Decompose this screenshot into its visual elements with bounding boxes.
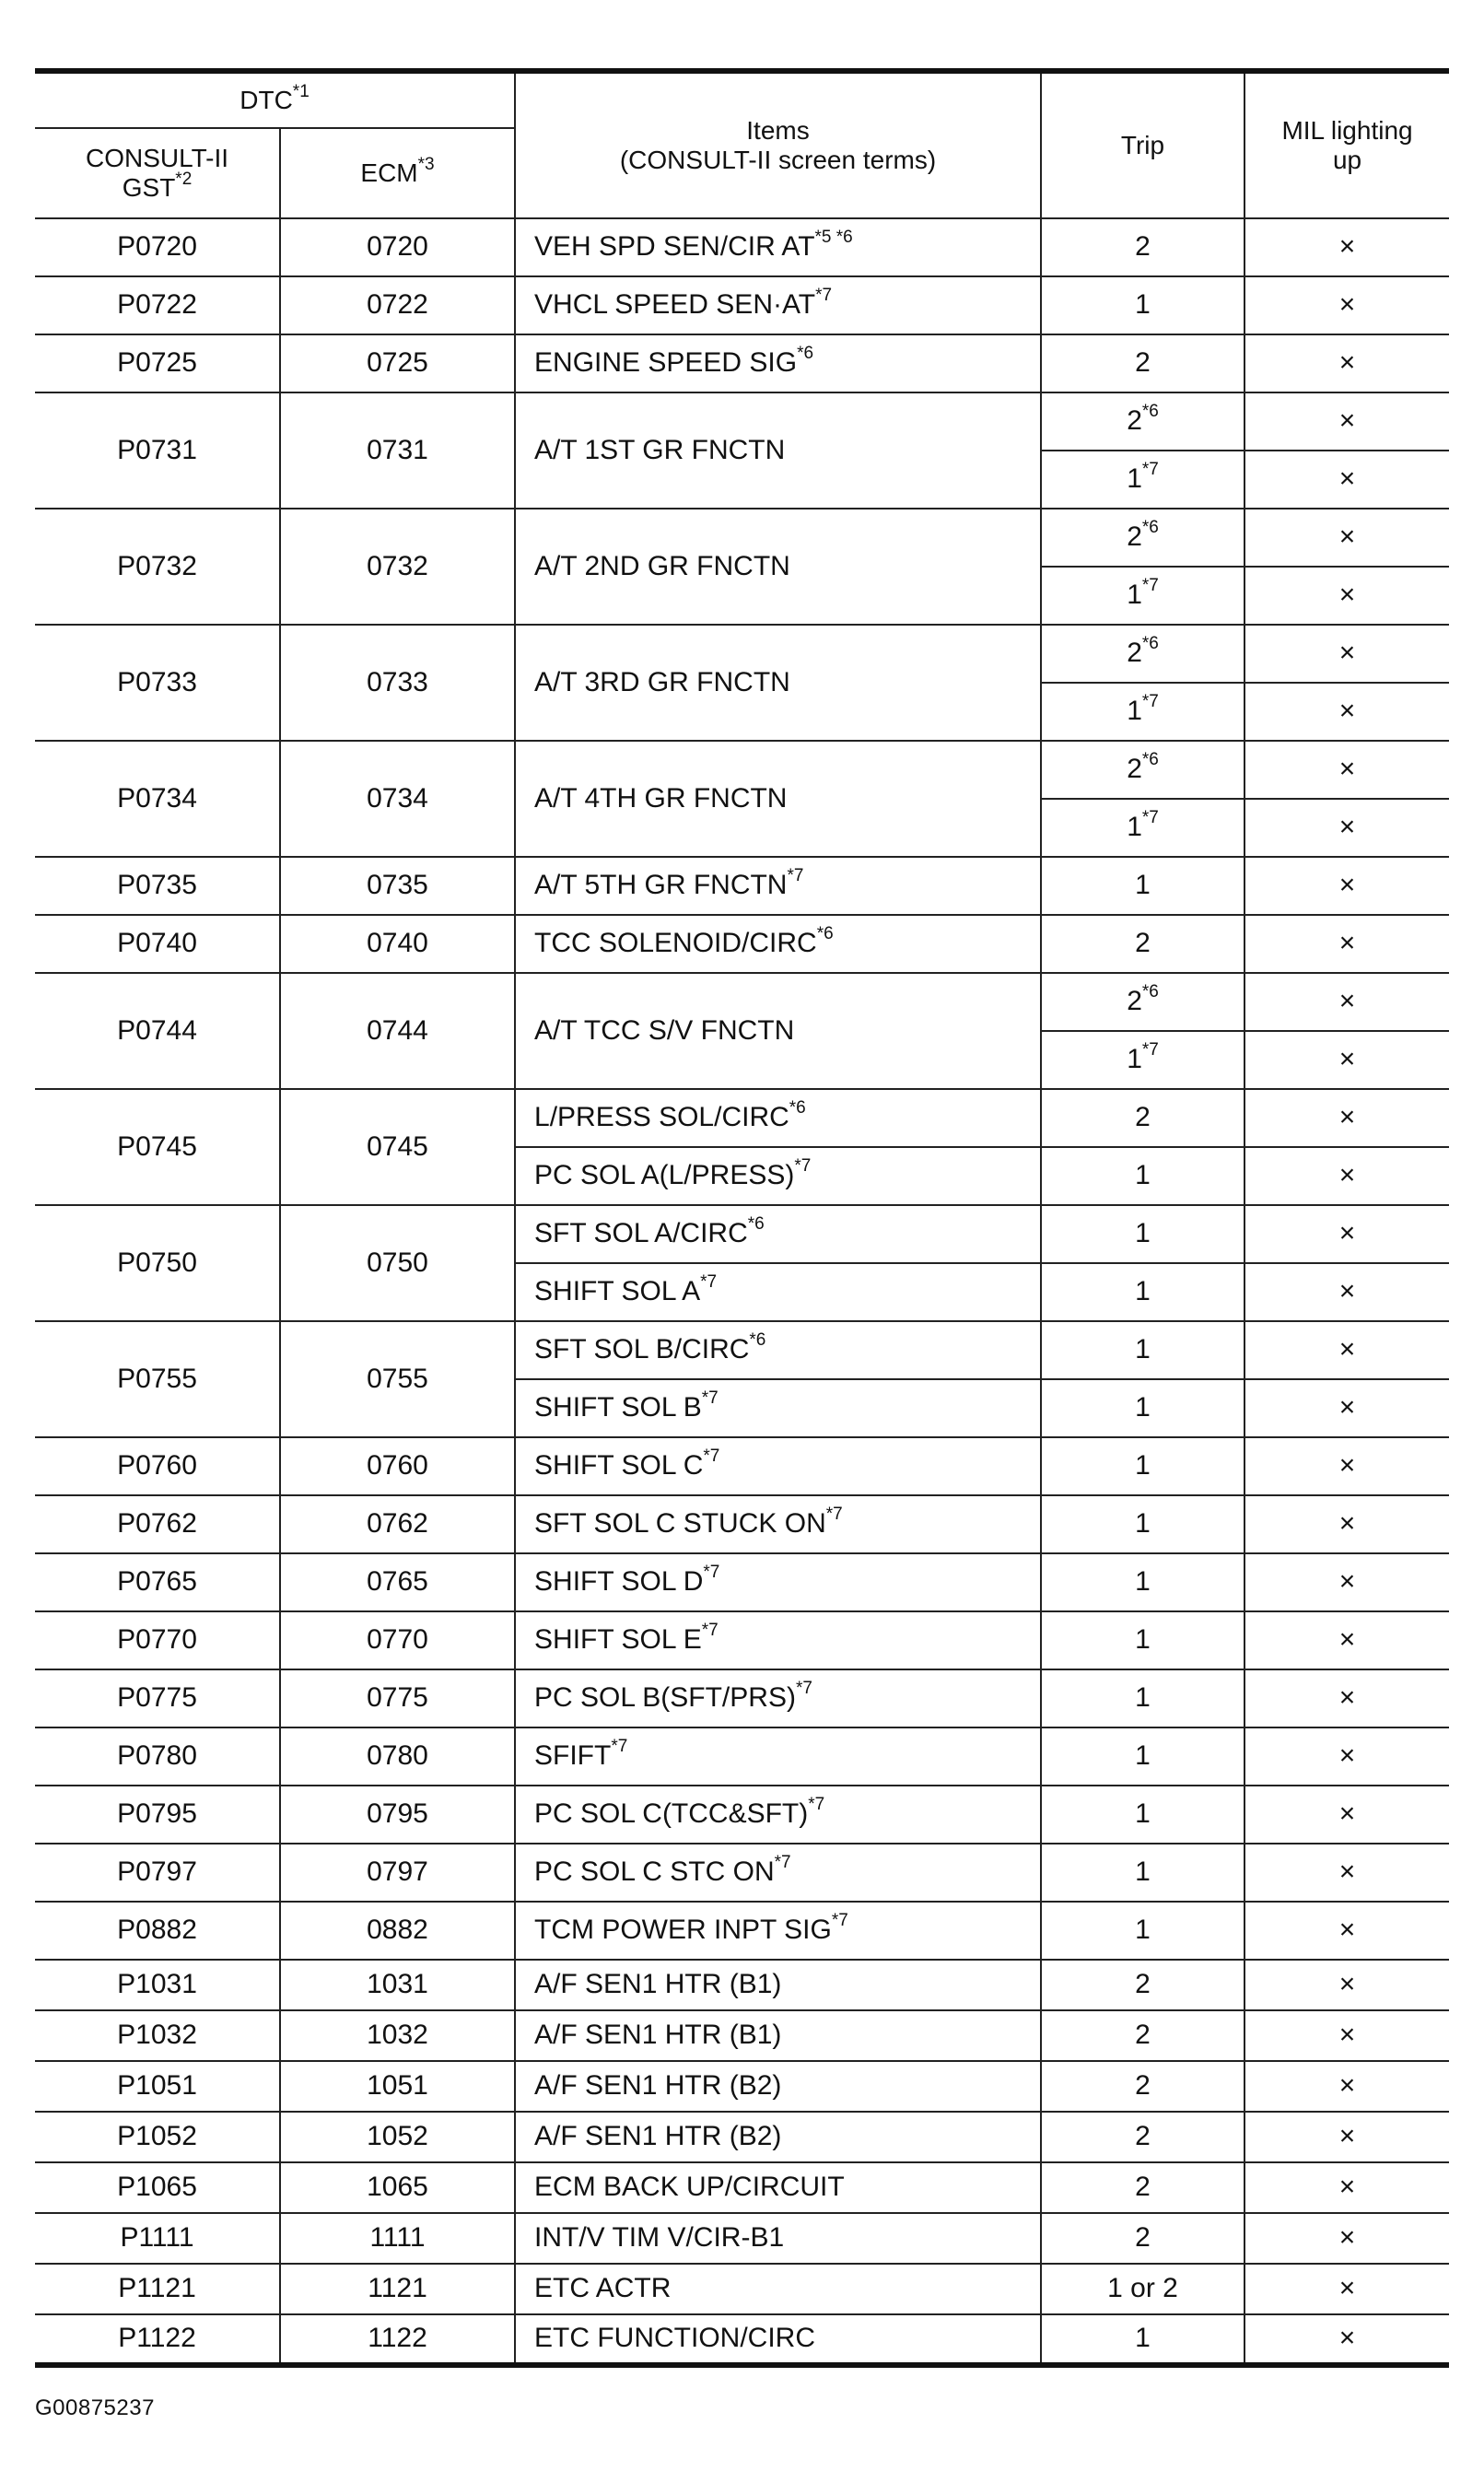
consult-code: P0770	[35, 1611, 280, 1669]
header-row-top	[35, 71, 1449, 128]
item-term: ENGINE SPEED SIG$^{*6}$	[515, 334, 1041, 392]
consult-code: P1065	[35, 2162, 280, 2213]
ecm-code: 0745	[280, 1089, 515, 1205]
mil-mark: ×	[1244, 1379, 1449, 1437]
consult-code: P0882	[35, 1902, 280, 1960]
trip-value: 1	[1041, 1669, 1244, 1727]
table-row	[35, 2264, 1449, 2314]
ecm-header: ECM$^{*3}$	[280, 128, 515, 218]
consult-code: P0740	[35, 915, 280, 973]
item-term: A/T 5TH GR FNCTN$^{*7}$	[515, 857, 1041, 915]
consult-code: P1122	[35, 2314, 280, 2365]
ecm-code: 0720	[280, 218, 515, 276]
dtc-table-body	[35, 218, 1449, 2365]
dtc-table	[35, 68, 1449, 2368]
ecm-code: 0734	[280, 741, 515, 857]
item-term: SHIFT SOL $C^{*7}$	[515, 1437, 1041, 1495]
trip-value: 2$^{*6}$	[1041, 509, 1244, 567]
table-row	[35, 1902, 1449, 1960]
trip-value: 1$^{*7}$	[1041, 683, 1244, 741]
trip-value: 2	[1041, 334, 1244, 392]
trip-value: 1$^{*7}$	[1041, 567, 1244, 625]
ecm-code: 0765	[280, 1553, 515, 1611]
trip-value: 1	[1041, 1263, 1244, 1321]
table-row	[35, 741, 1449, 799]
mil-mark: ×	[1244, 1786, 1449, 1844]
trip-value: 1	[1041, 1611, 1244, 1669]
ecm-code: 1121	[280, 2264, 515, 2314]
mil-mark: ×	[1244, 1495, 1449, 1553]
item-term: ETC ACTR	[515, 2264, 1041, 2314]
consult-code: P0744	[35, 973, 280, 1089]
trip-value: 1	[1041, 1147, 1244, 1205]
item-term: SFT SOL A/CIRC$^{*6}$	[515, 1205, 1041, 1263]
mil-mark: ×	[1244, 334, 1449, 392]
trip-value: 1$^{*7}$	[1041, 451, 1244, 509]
items-header: Items (CONSULT-II screen terms)	[515, 71, 1041, 218]
table-row	[35, 509, 1449, 567]
trip-value: 2$^{*6}$	[1041, 741, 1244, 799]
consult-code: P0760	[35, 1437, 280, 1495]
table-row	[35, 1786, 1449, 1844]
mil-mark: ×	[1244, 1031, 1449, 1089]
trip-header: Trip	[1041, 71, 1244, 218]
consult-code: P0734	[35, 741, 280, 857]
ecm-code: 0740	[280, 915, 515, 973]
table-row	[35, 1205, 1449, 1263]
consult-code: P0732	[35, 509, 280, 625]
table-row	[35, 1495, 1449, 1553]
trip-value: 1	[1041, 1495, 1244, 1553]
item-term: SHIFT SOL $A^{*7}$	[515, 1263, 1041, 1321]
mil-mark: ×	[1244, 2112, 1449, 2162]
table-row	[35, 857, 1449, 915]
ecm-code: 0750	[280, 1205, 515, 1321]
mil-mark: ×	[1244, 1147, 1449, 1205]
table-row	[35, 1553, 1449, 1611]
trip-value: 2	[1041, 2213, 1244, 2264]
table-row	[35, 1669, 1449, 1727]
consult-code: P1051	[35, 2061, 280, 2112]
trip-value: 2	[1041, 2010, 1244, 2061]
trip-value: 2$^{*6}$	[1041, 625, 1244, 683]
item-term: ECM BACK UP/CIRCUIT	[515, 2162, 1041, 2213]
item-term: SHIFT SOL $B^{*7}$	[515, 1379, 1041, 1437]
trip-value: 1$^{*7}$	[1041, 799, 1244, 857]
table-row	[35, 915, 1449, 973]
dtc-header: DTC$^{*1}$	[35, 71, 515, 128]
item-term: TCC SOLENOID/CIRC$^{*6}$	[515, 915, 1041, 973]
ecm-code: 0762	[280, 1495, 515, 1553]
item-term: TCM POWER INPT SIG$^{*7}$	[515, 1902, 1041, 1960]
table-row	[35, 973, 1449, 1031]
trip-value: 2	[1041, 2112, 1244, 2162]
figure-id: G00875237	[35, 2395, 155, 2420]
item-term: PC SOL A(L/PRESS)$^{*7}$	[515, 1147, 1041, 1205]
item-term: PC SOL $B(SFT/PRS)^{*7}$	[515, 1669, 1041, 1727]
item-term: ETC FUNCTION/CIRC	[515, 2314, 1041, 2365]
mil-mark: ×	[1244, 392, 1449, 451]
item-term: PC SOL C(TCC&SFT)$^{*7}$	[515, 1786, 1041, 1844]
item-term: SFT SOL C STUCK ON$^{*7}$	[515, 1495, 1041, 1553]
table-row	[35, 2112, 1449, 2162]
ecm-code: 0732	[280, 509, 515, 625]
trip-value: 2	[1041, 2061, 1244, 2112]
consult-code: P1111	[35, 2213, 280, 2264]
trip-value: 1 or 2	[1041, 2264, 1244, 2314]
item-term: A/F SEN1 HTR (B2)	[515, 2061, 1041, 2112]
item-term: VHCL SPEED $SEN\cdot AT^{*7}$	[515, 276, 1041, 334]
mil-mark: ×	[1244, 509, 1449, 567]
ecm-code: 0882	[280, 1902, 515, 1960]
ecm-code: 0775	[280, 1669, 515, 1727]
table-row	[35, 276, 1449, 334]
mil-mark: ×	[1244, 2162, 1449, 2213]
consult-code: P0775	[35, 1669, 280, 1727]
ecm-code: 0795	[280, 1786, 515, 1844]
table-row	[35, 392, 1449, 451]
consult-code: P0755	[35, 1321, 280, 1437]
consult-gst-header: CONSULT-II GST$^{*2}$	[35, 128, 280, 218]
trip-value: 1	[1041, 1553, 1244, 1611]
mil-mark: ×	[1244, 741, 1449, 799]
mil-mark: ×	[1244, 451, 1449, 509]
mil-mark: ×	[1244, 1437, 1449, 1495]
mil-mark: ×	[1244, 915, 1449, 973]
mil-mark: ×	[1244, 2061, 1449, 2112]
trip-value: 2	[1041, 1960, 1244, 2010]
ecm-code: 0725	[280, 334, 515, 392]
trip-value: 1	[1041, 1437, 1244, 1495]
mil-mark: ×	[1244, 1553, 1449, 1611]
trip-value: 2	[1041, 915, 1244, 973]
ecm-code: 0755	[280, 1321, 515, 1437]
mil-mark: ×	[1244, 2264, 1449, 2314]
item-term: A/F SEN1 HTR (B1)	[515, 1960, 1041, 2010]
mil-mark: ×	[1244, 218, 1449, 276]
consult-code: P0733	[35, 625, 280, 741]
item-term: PC SOL C STC ON$^{*7}$	[515, 1844, 1041, 1902]
item-term: A/F SEN1 HTR (B1)	[515, 2010, 1041, 2061]
item-term: A/F SEN1 HTR (B2)	[515, 2112, 1041, 2162]
consult-code: P0720	[35, 218, 280, 276]
consult-code: P1031	[35, 1960, 280, 2010]
mil-mark: ×	[1244, 1844, 1449, 1902]
ecm-code: 0731	[280, 392, 515, 509]
trip-value: 1	[1041, 1786, 1244, 1844]
trip-value: 2	[1041, 2162, 1244, 2213]
item-term: SHIFT SOL $D^{*7}$	[515, 1553, 1041, 1611]
mil-mark: ×	[1244, 1321, 1449, 1379]
table-row	[35, 2162, 1449, 2213]
consult-code: P1052	[35, 2112, 280, 2162]
item-term: L/PRESS SOL/CIRC$^{*6}$	[515, 1089, 1041, 1147]
mil-mark: ×	[1244, 1727, 1449, 1786]
consult-code: P0765	[35, 1553, 280, 1611]
table-row	[35, 2010, 1449, 2061]
mil-mark: ×	[1244, 973, 1449, 1031]
ecm-code: 0735	[280, 857, 515, 915]
item-term: SFT SOL B/CIRC$^{*6}$	[515, 1321, 1041, 1379]
ecm-code: 0733	[280, 625, 515, 741]
mil-mark: ×	[1244, 1205, 1449, 1263]
consult-code: P1032	[35, 2010, 280, 2061]
ecm-code: 0770	[280, 1611, 515, 1669]
mil-mark: ×	[1244, 1089, 1449, 1147]
consult-code: P1121	[35, 2264, 280, 2314]
ecm-code: 0744	[280, 973, 515, 1089]
item-term: SHIFT SOL $E^{*7}$	[515, 1611, 1041, 1669]
trip-value: 1	[1041, 1727, 1244, 1786]
trip-value: 2$^{*6}$	[1041, 973, 1244, 1031]
mil-mark: ×	[1244, 2010, 1449, 2061]
item-term: A/T TCC S/V FNCTN	[515, 973, 1041, 1089]
table-row	[35, 1437, 1449, 1495]
mil-mark: ×	[1244, 1669, 1449, 1727]
mil-header: MIL lighting up	[1244, 71, 1449, 218]
mil-mark: ×	[1244, 857, 1449, 915]
ecm-code: 1051	[280, 2061, 515, 2112]
table-row	[35, 1727, 1449, 1786]
mil-mark: ×	[1244, 276, 1449, 334]
consult-code: P0795	[35, 1786, 280, 1844]
consult-code: P0750	[35, 1205, 280, 1321]
item-term: INT/V TIM V/CIR-B1	[515, 2213, 1041, 2264]
trip-value: 1	[1041, 1844, 1244, 1902]
ecm-code: 1065	[280, 2162, 515, 2213]
consult-code: P0731	[35, 392, 280, 509]
table-row	[35, 1960, 1449, 2010]
item-term: A/T 2ND GR FNCTN	[515, 509, 1041, 625]
mil-mark: ×	[1244, 2213, 1449, 2264]
table-row	[35, 625, 1449, 683]
trip-value: 2	[1041, 218, 1244, 276]
table-row	[35, 334, 1449, 392]
trip-value: 1	[1041, 1379, 1244, 1437]
ecm-code: 0722	[280, 276, 515, 334]
consult-code: P0745	[35, 1089, 280, 1205]
table-row	[35, 2213, 1449, 2264]
mil-mark: ×	[1244, 1611, 1449, 1669]
ecm-code: 1122	[280, 2314, 515, 2365]
trip-value: 2	[1041, 1089, 1244, 1147]
consult-code: P0780	[35, 1727, 280, 1786]
ecm-code: 1052	[280, 2112, 515, 2162]
consult-code: P0725	[35, 334, 280, 392]
consult-code: P0722	[35, 276, 280, 334]
table-row	[35, 1321, 1449, 1379]
trip-value: 1$^{*7}$	[1041, 1031, 1244, 1089]
ecm-code: 0780	[280, 1727, 515, 1786]
ecm-code: 1032	[280, 2010, 515, 2061]
table-row	[35, 2061, 1449, 2112]
mil-mark: ×	[1244, 2314, 1449, 2365]
item-term: VEH SPD SEN/CIR $AT^{*5 *6}$	[515, 218, 1041, 276]
ecm-code: 1111	[280, 2213, 515, 2264]
ecm-code: 1031	[280, 1960, 515, 2010]
consult-code: P0762	[35, 1495, 280, 1553]
ecm-code: 0797	[280, 1844, 515, 1902]
mil-mark: ×	[1244, 1902, 1449, 1960]
trip-value: 1	[1041, 2314, 1244, 2365]
item-term: SFIFT$^{*7}$	[515, 1727, 1041, 1786]
trip-value: 1	[1041, 1205, 1244, 1263]
mil-mark: ×	[1244, 1263, 1449, 1321]
table-row	[35, 1844, 1449, 1902]
item-term: A/T 4TH GR FNCTN	[515, 741, 1041, 857]
table-row	[35, 1611, 1449, 1669]
consult-code: P0797	[35, 1844, 280, 1902]
trip-value: 2$^{*6}$	[1041, 392, 1244, 451]
trip-value: 1	[1041, 1321, 1244, 1379]
mil-mark: ×	[1244, 683, 1449, 741]
trip-value: 1	[1041, 1902, 1244, 1960]
item-term: A/T 3RD GR FNCTN	[515, 625, 1041, 741]
consult-code: P0735	[35, 857, 280, 915]
table-row	[35, 218, 1449, 276]
mil-mark: ×	[1244, 625, 1449, 683]
table-row	[35, 1089, 1449, 1147]
ecm-code: 0760	[280, 1437, 515, 1495]
item-term: A/T 1ST GR FNCTN	[515, 392, 1041, 509]
mil-mark: ×	[1244, 567, 1449, 625]
mil-mark: ×	[1244, 1960, 1449, 2010]
trip-value: 1	[1041, 276, 1244, 334]
table-row	[35, 2314, 1449, 2365]
trip-value: 1	[1041, 857, 1244, 915]
mil-mark: ×	[1244, 799, 1449, 857]
